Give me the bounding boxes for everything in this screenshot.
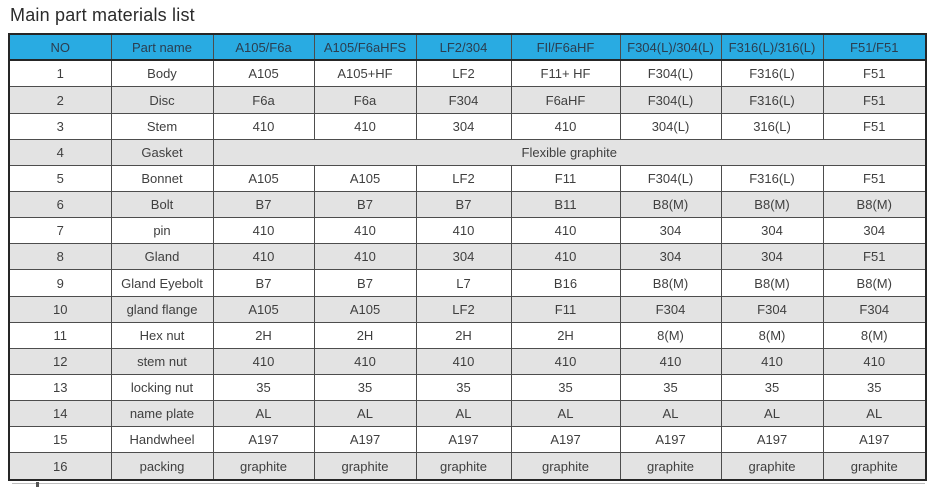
material-cell: 2H [416, 322, 511, 348]
material-cell: graphite [823, 453, 926, 480]
material-cell: F304 [721, 296, 823, 322]
column-header: NO [9, 34, 111, 60]
material-cell: graphite [721, 453, 823, 480]
material-cell: 410 [511, 218, 620, 244]
material-cell: 35 [511, 375, 620, 401]
material-cell: 304 [721, 218, 823, 244]
table-row [9, 270, 926, 296]
part-name-cell: Handwheel [111, 427, 213, 453]
part-name-cell: Gland Eyebolt [111, 270, 213, 296]
material-cell: 304 [823, 218, 926, 244]
material-cell: 304 [620, 218, 721, 244]
table-row [9, 322, 926, 348]
material-cell: AL [620, 401, 721, 427]
material-cell: F51 [823, 244, 926, 270]
material-cell: 410 [511, 244, 620, 270]
material-cell: A197 [314, 427, 416, 453]
part-name-cell: Stem [111, 113, 213, 139]
material-cell: 410 [213, 113, 314, 139]
material-cell: graphite [314, 453, 416, 480]
material-cell: AL [721, 401, 823, 427]
table-row [9, 165, 926, 191]
table-row [9, 401, 926, 427]
material-cell: B7 [213, 192, 314, 218]
material-cell: F51 [823, 165, 926, 191]
column-header: LF2/304 [416, 34, 511, 60]
row-number-cell: 4 [9, 139, 111, 165]
material-cell: B7 [416, 192, 511, 218]
material-cell: A105 [314, 165, 416, 191]
material-cell: F304(L) [620, 165, 721, 191]
cropped-text-artifact [36, 482, 39, 487]
material-cell: 35 [721, 375, 823, 401]
material-cell: LF2 [416, 165, 511, 191]
material-cell: 304 [416, 113, 511, 139]
row-number-cell: 14 [9, 401, 111, 427]
column-header: F51/F51 [823, 34, 926, 60]
material-cell: A197 [721, 427, 823, 453]
material-cell: F304(L) [620, 87, 721, 113]
table-row [9, 218, 926, 244]
table-body [9, 60, 926, 480]
row-number-cell: 16 [9, 453, 111, 480]
material-cell: LF2 [416, 296, 511, 322]
row-number-cell: 15 [9, 427, 111, 453]
material-cell: F51 [823, 113, 926, 139]
material-cell: F6a [314, 87, 416, 113]
material-cell: LF2 [416, 60, 511, 87]
material-cell: 8(M) [823, 322, 926, 348]
row-number-cell: 2 [9, 87, 111, 113]
material-cell: 304 [416, 244, 511, 270]
material-cell: B11 [511, 192, 620, 218]
material-cell: B8(M) [620, 192, 721, 218]
material-cell: F316(L) [721, 165, 823, 191]
table-row [9, 113, 926, 139]
material-cell: F304 [416, 87, 511, 113]
column-header: A105/F6a [213, 34, 314, 60]
row-number-cell: 10 [9, 296, 111, 322]
part-name-cell: pin [111, 218, 213, 244]
material-cell: graphite [620, 453, 721, 480]
material-cell: 410 [416, 348, 511, 374]
material-cell: F316(L) [721, 87, 823, 113]
materials-table [8, 33, 927, 481]
part-name-cell: locking nut [111, 375, 213, 401]
material-cell: B8(M) [721, 192, 823, 218]
material-cell: F304 [823, 296, 926, 322]
table-row [9, 244, 926, 270]
material-cell: A197 [620, 427, 721, 453]
material-cell: AL [416, 401, 511, 427]
merged-material-cell: Flexible graphite [213, 139, 926, 165]
material-cell: 35 [823, 375, 926, 401]
part-name-cell: Disc [111, 87, 213, 113]
column-header: Part name [111, 34, 213, 60]
material-cell: graphite [416, 453, 511, 480]
row-number-cell: 3 [9, 113, 111, 139]
material-cell: A197 [213, 427, 314, 453]
material-cell: B8(M) [721, 270, 823, 296]
material-cell: graphite [511, 453, 620, 480]
material-cell: F316(L) [721, 60, 823, 87]
column-header: FIl/F6aHF [511, 34, 620, 60]
material-cell: A105 [213, 296, 314, 322]
material-cell: B7 [314, 270, 416, 296]
material-cell: 35 [620, 375, 721, 401]
material-cell: B7 [213, 270, 314, 296]
part-name-cell: stem nut [111, 348, 213, 374]
table-row [9, 348, 926, 374]
table-head [9, 34, 926, 60]
part-name-cell: Gland [111, 244, 213, 270]
material-cell: 410 [213, 244, 314, 270]
column-header: A105/F6aHFS [314, 34, 416, 60]
material-cell: 410 [213, 218, 314, 244]
material-cell: 2H [511, 322, 620, 348]
table-row [9, 87, 926, 113]
material-cell: 410 [314, 113, 416, 139]
part-name-cell: packing [111, 453, 213, 480]
material-cell: F304 [620, 296, 721, 322]
material-cell: 304 [721, 244, 823, 270]
table-row [9, 427, 926, 453]
row-number-cell: 5 [9, 165, 111, 191]
table-row [9, 60, 926, 87]
material-cell: 8(M) [620, 322, 721, 348]
row-number-cell: 6 [9, 192, 111, 218]
material-cell: 410 [213, 348, 314, 374]
material-cell: AL [213, 401, 314, 427]
material-cell: 410 [314, 218, 416, 244]
row-number-cell: 9 [9, 270, 111, 296]
material-cell: A197 [823, 427, 926, 453]
material-cell: 410 [511, 348, 620, 374]
row-number-cell: 11 [9, 322, 111, 348]
material-cell: 35 [213, 375, 314, 401]
row-number-cell: 7 [9, 218, 111, 244]
material-cell: 2H [314, 322, 416, 348]
material-cell: 410 [721, 348, 823, 374]
material-cell: F6aHF [511, 87, 620, 113]
table-row [9, 296, 926, 322]
table-row [9, 453, 926, 480]
material-cell: AL [314, 401, 416, 427]
material-cell: F51 [823, 87, 926, 113]
material-cell: B8(M) [823, 270, 926, 296]
material-cell: 410 [314, 348, 416, 374]
page-title: Main part materials list [10, 5, 195, 25]
material-cell: graphite [213, 453, 314, 480]
material-cell: F11 [511, 165, 620, 191]
row-number-cell: 8 [9, 244, 111, 270]
material-cell: 410 [314, 244, 416, 270]
part-name-cell: gland flange [111, 296, 213, 322]
part-name-cell: Bolt [111, 192, 213, 218]
material-cell: L7 [416, 270, 511, 296]
material-cell: B8(M) [620, 270, 721, 296]
material-cell: F11+ HF [511, 60, 620, 87]
material-cell: F304(L) [620, 60, 721, 87]
table-shadow-line [12, 483, 925, 484]
material-cell: A105+HF [314, 60, 416, 87]
table-row [9, 375, 926, 401]
row-number-cell: 13 [9, 375, 111, 401]
table-row [9, 192, 926, 218]
material-cell: B8(M) [823, 192, 926, 218]
material-cell: B7 [314, 192, 416, 218]
material-cell: B16 [511, 270, 620, 296]
material-cell: F51 [823, 60, 926, 87]
material-cell: 410 [823, 348, 926, 374]
table-row [9, 139, 926, 165]
material-cell: F11 [511, 296, 620, 322]
part-name-cell: Bonnet [111, 165, 213, 191]
part-name-cell: Gasket [111, 139, 213, 165]
material-cell: AL [511, 401, 620, 427]
material-cell: 2H [213, 322, 314, 348]
material-cell: 410 [620, 348, 721, 374]
material-cell: F6a [213, 87, 314, 113]
row-number-cell: 1 [9, 60, 111, 87]
material-cell: A197 [416, 427, 511, 453]
table-header-row [9, 34, 926, 60]
material-cell: 304(L) [620, 113, 721, 139]
material-cell: 35 [416, 375, 511, 401]
row-number-cell: 12 [9, 348, 111, 374]
column-header: F316(L)/316(L) [721, 34, 823, 60]
material-cell: 410 [416, 218, 511, 244]
material-cell: A197 [511, 427, 620, 453]
part-name-cell: name plate [111, 401, 213, 427]
material-cell: 410 [511, 113, 620, 139]
material-cell: 35 [314, 375, 416, 401]
material-cell: 8(M) [721, 322, 823, 348]
material-cell: A105 [213, 165, 314, 191]
part-name-cell: Body [111, 60, 213, 87]
material-cell: A105 [314, 296, 416, 322]
material-cell: 316(L) [721, 113, 823, 139]
material-cell: A105 [213, 60, 314, 87]
material-cell: AL [823, 401, 926, 427]
column-header: F304(L)/304(L) [620, 34, 721, 60]
material-cell: 304 [620, 244, 721, 270]
part-name-cell: Hex nut [111, 322, 213, 348]
